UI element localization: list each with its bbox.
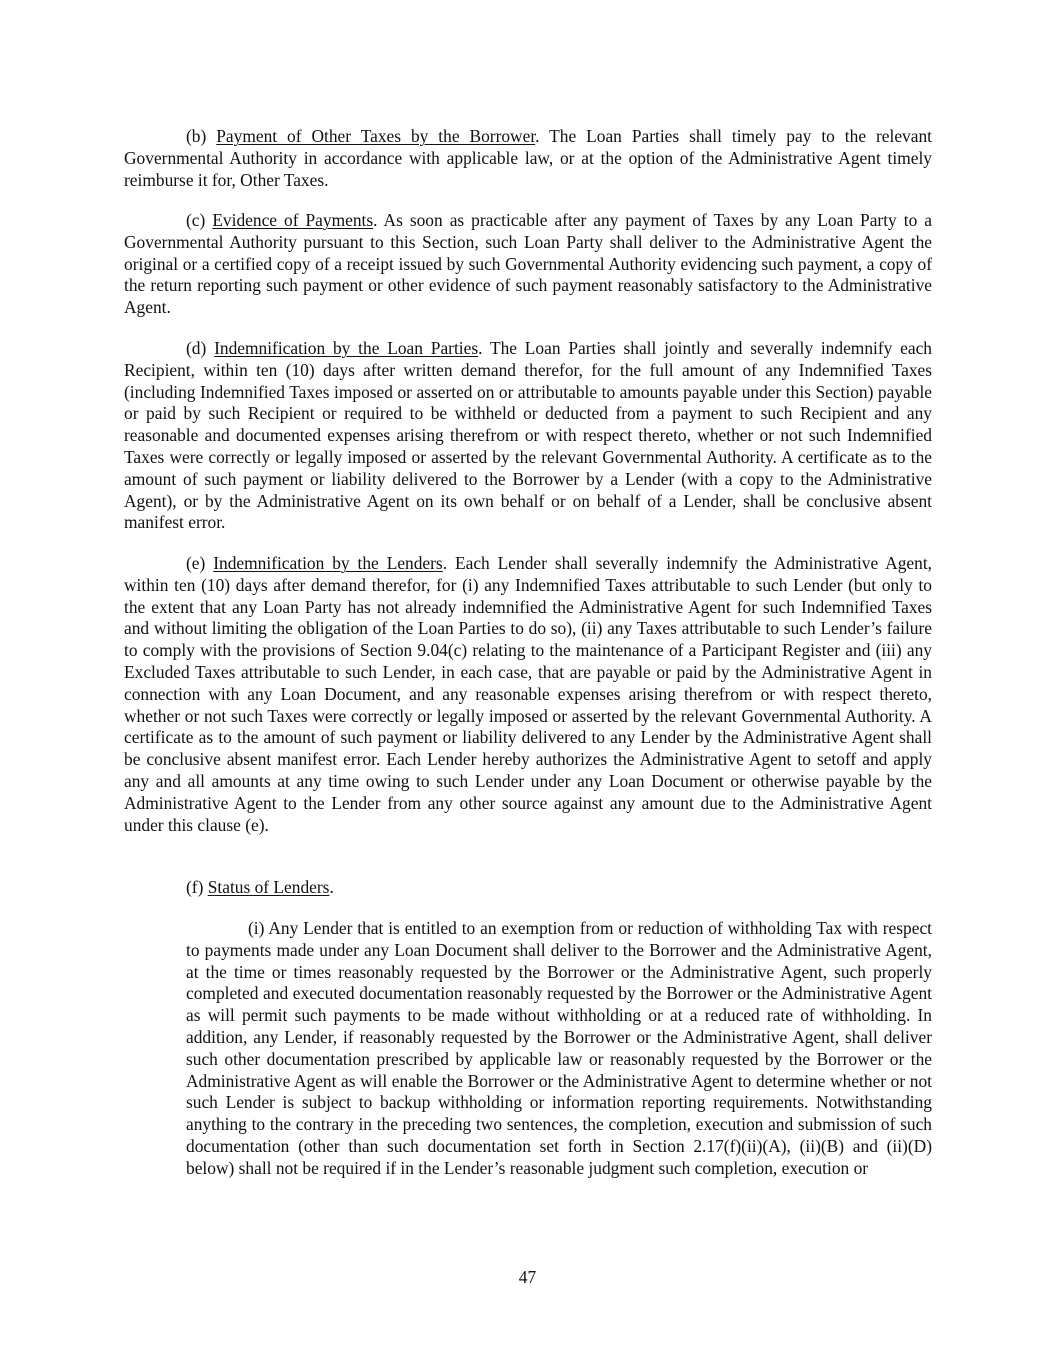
paragraph-b-heading: Payment of Other Taxes by the Borrower: [216, 126, 536, 146]
paragraph-f-i: [186, 918, 932, 1180]
paragraph-d: [124, 338, 932, 534]
paragraph-f-label: (f): [186, 877, 208, 897]
paragraph-c: [124, 210, 932, 319]
paragraph-f: [186, 877, 334, 899]
paragraph-c-label: (c): [186, 210, 213, 230]
paragraph-f-text: .: [329, 877, 334, 897]
paragraph-f-i-text: (i) Any Lender that is entitled to an exemption from or reduction of withholding Tax with respect to payments made under any Loan Document shall deliver to the Borrower and the Administrative Agent, at the time or times reasonably requested by the Borrower or the Administrative Agent, such properly completed and executed documentation reasonably requested by the Borrower or the Administrative Agent as will permit such payments to be made without withholding or at a reduced rate of withholding. In addition, any Lender, if reasonably requested by the Borrower or the Administrative Agent, shall deliver such other documentation prescribed by applicable law or reasonably requested by the Borrower or the Administrative Agent as will enable the Borrower or the Administrative Agent to determine whether or not such Lender is subject to backup withholding or information reporting requirements. Notwithstanding anything to the contrary in the preceding two sentences, the completion, execution and submission of such documentation (other than such documentation set forth in Section 2.17(f)(ii)(A), (ii)(B) and (ii)(D) below) shall not be required if in the Lender’s reasonable judgment such completion, execution or: [186, 918, 932, 1178]
paragraph-d-text: . The Loan Parties shall jointly and severally indemnify each Recipient, within ten (10) days after written demand therefor, for the full amount of any Indemnified Taxes (including Indemnified Taxes imposed or asserted on or attributable to amounts payable under this Section) payable or paid by such Recipient or required to be withheld or deducted from a payment to such Recipient and any reasonable and documented expenses arising therefrom or with respect thereto, whether or not such Indemnified Taxes were correctly or legally imposed or asserted by the relevant Governmental Authority. A certificate as to the amount of such payment or liability delivered to the Borrower by a Lender (with a copy to the Administrative Agent), or by the Administrative Agent on its own behalf or on behalf of a Lender, shall be conclusive absent manifest error.: [124, 338, 932, 533]
paragraph-e-text: . Each Lender shall severally indemnify the Administrative Agent, within ten (10) days after demand therefor, for (i) any Indemnified Taxes attributable to such Lender (but only to the extent that any Loan Party has not already indemnified the Administrative Agent for such Indemnified Taxes and without limiting the obligation of the Loan Parties to do so), (ii) any Taxes attributable to such Lender’s failure to comply with the provisions of Section 9.04(c) relating to the maintenance of a Participant Register and (iii) any Excluded Taxes attributable to such Lender, in each case, that are payable or paid by the Administrative Agent in connection with any Loan Document, and any reasonable expenses arising therefrom or with respect thereto, whether or not such Taxes were correctly or legally imposed or asserted by the relevant Governmental Authority. A certificate as to the amount of such payment or liability delivered to any Lender by the Administrative Agent shall be conclusive absent manifest error. Each Lender hereby authorizes the Administrative Agent to setoff and apply any and all amounts at any time owing to such Lender under any Loan Document or otherwise payable by the Administrative Agent to the Lender from any other source against any amount due to the Administrative Agent under this clause (e).: [124, 553, 933, 835]
paragraph-b-label: (b): [186, 126, 217, 146]
paragraph-c-heading: Evidence of Payments: [212, 210, 374, 230]
paragraph-e-heading: Indemnification by the Lenders: [213, 553, 443, 573]
paragraph-b-text: . The Loan Parties shall timely pay to the relevant Governmental Authority in accordance with applicable law, or at the option of the Administrative Agent timely reimburse it for, Other Taxes.: [124, 126, 932, 190]
paragraph-b: [124, 126, 932, 191]
paragraph-e-label: (e): [186, 553, 214, 573]
paragraph-d-heading: Indemnification by the Loan Parties: [214, 338, 479, 358]
paragraph-e: [124, 553, 932, 836]
paragraph-f-heading: Status of Lenders: [207, 877, 330, 897]
page-number: 47: [518, 1267, 537, 1287]
paragraph-d-label: (d): [186, 338, 215, 358]
paragraph-c-text: . As soon as practicable after any payment of Taxes by any Loan Party to a Governmental Authority pursuant to this Section, such Loan Party shall deliver to the Administrative Agent the original or a certified copy of a receipt issued by such Governmental Authority evidencing such payment, a copy of the return reporting such payment or other evidence of such payment reasonably satisfactory to the Administrative Agent.: [124, 210, 932, 318]
